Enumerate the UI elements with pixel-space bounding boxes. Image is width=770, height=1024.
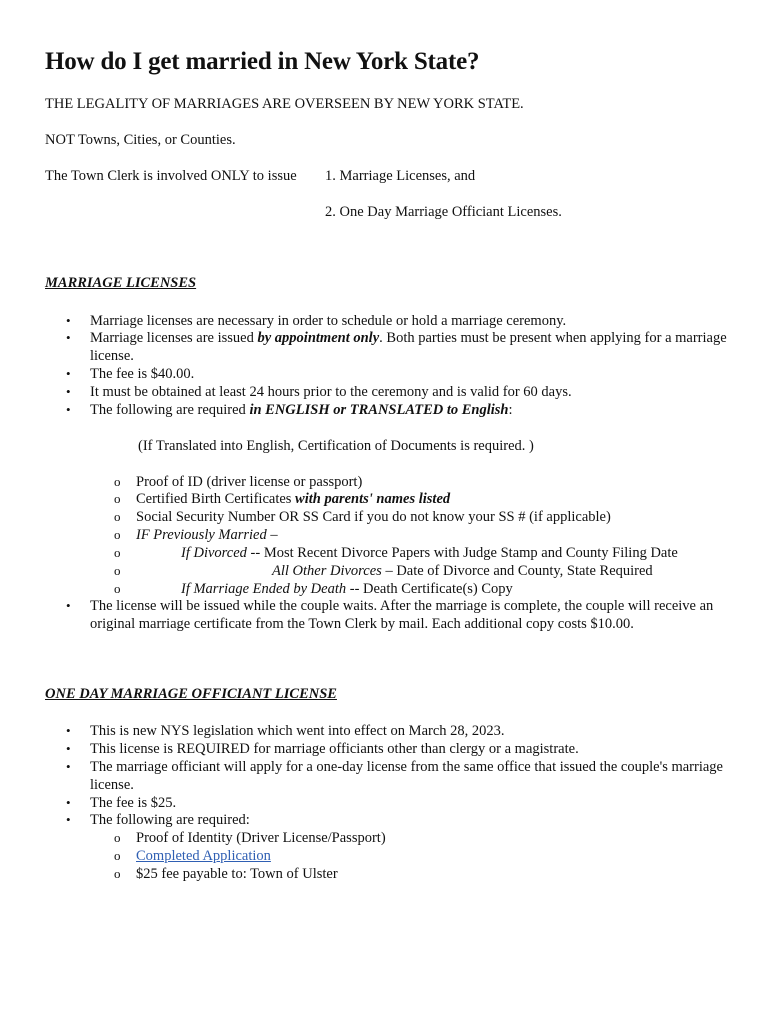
list-item	[90, 794, 730, 812]
not-towns-statement: NOT Towns, Cities, or Counties.	[45, 132, 236, 148]
town-clerk-statement: The Town Clerk is involved ONLY to issue	[45, 168, 297, 184]
sub-item-text: IF Previously Married –	[136, 527, 278, 543]
sub-list-item	[136, 562, 653, 580]
sub-list-item	[136, 490, 450, 508]
sub-list-item	[136, 865, 338, 883]
list-item	[90, 401, 730, 419]
sub-item-text: -- Death Certificate(s) Copy	[346, 581, 513, 597]
bullet-text: This license is REQUIRED for marriage officiants other than clergy or a magistrate.	[90, 741, 579, 757]
sub-item-emphasis: All Other Divorces	[272, 563, 382, 579]
list-item	[90, 329, 730, 365]
sub-list-item	[136, 526, 278, 544]
bullet-text: It must be obtained at least 24 hours prior to the ceremony and is valid for 60 days.	[90, 384, 572, 400]
sub-list-item	[136, 473, 362, 491]
completed-application-link[interactable]: Completed Application	[136, 848, 271, 864]
sub-list-item	[136, 544, 678, 562]
list-item	[90, 383, 730, 401]
sub-item-text: Social Security Number OR SS Card if you do not know your SS # (if applicable)	[136, 509, 611, 525]
bullet-text: The fee is $40.00.	[90, 366, 195, 382]
list-item	[90, 365, 730, 383]
sub-item-emphasis: If Marriage Ended by Death	[181, 581, 347, 597]
sub-item-text: – Date of Divorce and County, State Required	[381, 563, 653, 579]
legality-statement: THE LEGALITY OF MARRIAGES ARE OVERSEEN BY NEW YORK STATE.	[45, 96, 524, 112]
sub-item-text: Proof of Identity (Driver License/Passport)	[136, 830, 386, 846]
sub-list-item	[136, 847, 271, 865]
marriage-licenses-heading: MARRIAGE LICENSES	[45, 275, 197, 291]
translation-note: (If Translated into English, Certification of Documents is required. )	[138, 438, 534, 454]
list-item	[90, 758, 730, 794]
sub-list-item	[136, 829, 386, 847]
page-title: How do I get married in New York State?	[45, 48, 480, 75]
clerk-duty-item-2: 2. One Day Marriage Officiant Licenses.	[325, 204, 562, 220]
sub-item-text: Proof of ID (driver license or passport)	[136, 474, 363, 490]
clerk-duty-item-1: 1. Marriage Licenses, and	[325, 168, 476, 184]
bullet-text: Marriage licenses are necessary in order to schedule or hold a marriage ceremony.	[90, 313, 567, 329]
bullet-text: The fee is $25.	[90, 795, 177, 811]
bullet-text: Marriage licenses are issued	[90, 330, 258, 346]
sub-item-emphasis: If Divorced	[181, 545, 247, 561]
sub-item-emphasis: with parents' names listed	[295, 491, 451, 507]
list-item	[90, 312, 730, 330]
bullet-text: The following are required:	[90, 812, 250, 828]
list-item	[90, 722, 730, 740]
bullet-text: The license will be issued while the couple waits. After the marriage is complete, the couple will receive an original marriage certificate from the Town Clerk by mail. Each additional copy costs $10.00.	[90, 598, 714, 632]
officiant-license-heading: ONE DAY MARRIAGE OFFICIANT LICENSE	[45, 686, 337, 702]
sub-item-text: -- Most Recent Divorce Papers with Judge Stamp and County Filing Date	[246, 545, 678, 561]
bullet-emphasis: in ENGLISH or TRANSLATED to English	[249, 402, 509, 418]
bullet-text: The following are required	[90, 402, 250, 418]
list-item	[90, 811, 730, 829]
bullet-emphasis: by appointment only	[257, 330, 380, 346]
sub-item-text: Certified Birth Certificates	[136, 491, 296, 507]
sub-list-item	[136, 580, 513, 598]
bullet-text: The marriage officiant will apply for a one-day license from the same office that issued the couple's marriage license.	[90, 759, 723, 793]
bullet-text: :	[508, 402, 513, 418]
list-item	[90, 740, 730, 758]
sub-item-text: $25 fee payable to: Town of Ulster	[136, 866, 338, 882]
sub-list-item	[136, 508, 611, 526]
bullet-text: . Both parties must be present when applying for a marriage license.	[90, 330, 727, 364]
list-item	[90, 597, 730, 633]
bullet-text: This is new NYS legislation which went into effect on March 28, 2023.	[90, 723, 505, 739]
